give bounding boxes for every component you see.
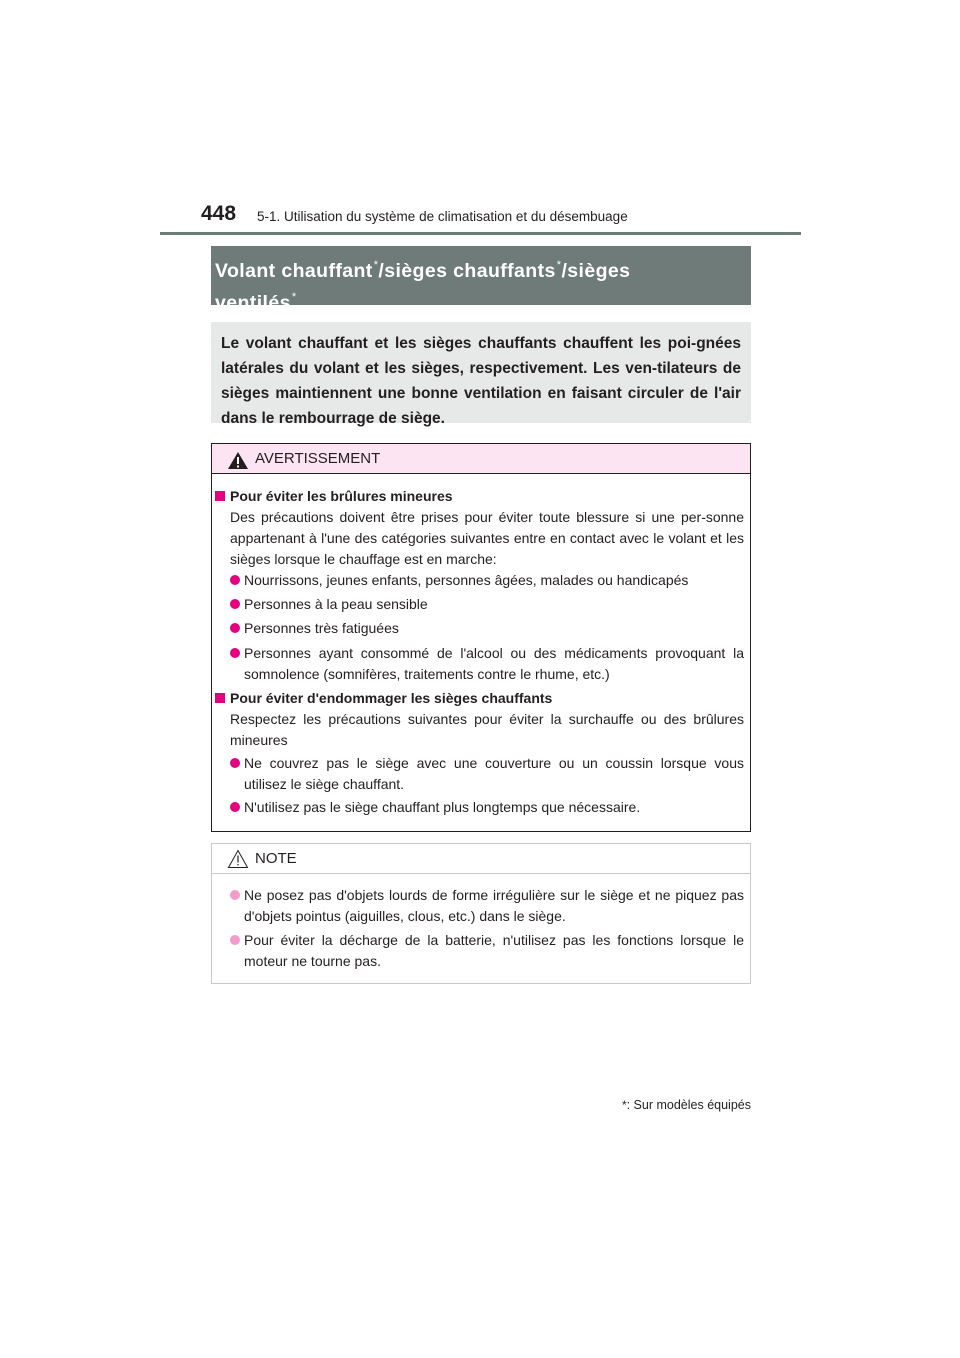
list-item-text: Personnes ayant consommé de l'alcool ou des médicaments provoquant la somnolence (somnifères, traitements contre le rhume, etc.) bbox=[244, 645, 744, 682]
note-box bbox=[211, 843, 751, 984]
page-title bbox=[211, 246, 751, 314]
section-title: 5-1. Utilisation du système de climatisation et du désembuage bbox=[257, 209, 628, 224]
intro-summary: Le volant chauffant et les sièges chauffants chauffent les poi-gnées latérales du volant et les sièges, respectivement. Les ven-tilateurs de sièges maintiennent une bonne ventilation en faisant circuler de l'air dans le rembourrage de siège. bbox=[211, 322, 751, 423]
page-number: 448 bbox=[201, 202, 237, 225]
circle-bullet-icon bbox=[230, 802, 240, 812]
list-item bbox=[230, 643, 744, 685]
circle-bullet-icon bbox=[230, 758, 240, 768]
footnote-text: : Sur modèles équipés bbox=[626, 1098, 751, 1112]
warning-box bbox=[211, 443, 751, 832]
circle-bullet-icon bbox=[230, 623, 240, 633]
list-item-text: Personnes très fatiguées bbox=[244, 620, 399, 636]
list-item bbox=[230, 594, 744, 615]
list-item bbox=[230, 797, 744, 818]
warning-heading-2 bbox=[215, 688, 552, 709]
circle-bullet-icon bbox=[230, 599, 240, 609]
asterisk-mark: * bbox=[291, 291, 297, 303]
warning-header bbox=[212, 444, 750, 474]
list-item bbox=[230, 570, 744, 591]
title-part-2: /sièges chauffants bbox=[378, 260, 556, 282]
note-header bbox=[212, 844, 750, 874]
circle-bullet-icon bbox=[230, 890, 240, 900]
title-part-3: /sièges bbox=[561, 260, 631, 282]
warning-label: AVERTISSEMENT bbox=[255, 450, 381, 467]
heading-text: Pour éviter d'endommager les sièges chauffants bbox=[230, 690, 553, 706]
list-item-text: Ne posez pas d'objets lourds de forme irrégulière sur le siège et ne piquez pas d'objets pointus (aiguilles, clous, etc.) dans le siège. bbox=[244, 887, 744, 924]
title-part-1: Volant chauffant bbox=[215, 260, 373, 282]
caution-triangle-icon bbox=[227, 849, 249, 869]
list-item-text: Pour éviter la décharge de la batterie, n'utilisez pas les fonctions lorsque le moteur ne tourne pas. bbox=[244, 932, 744, 969]
warning-text-1: Des précautions doivent être prises pour éviter toute blessure si une per-sonne appartenant à l'une des catégories suivantes entre en contact avec le volant et les sièges lorsque le chauffage est en marche: bbox=[230, 509, 744, 567]
circle-bullet-icon bbox=[230, 575, 240, 585]
list-item-text: Ne couvrez pas le siège avec une couverture ou un coussin lorsque vous utilisez le siège chauffant. bbox=[244, 755, 744, 792]
list-item bbox=[230, 753, 744, 795]
circle-bullet-icon bbox=[230, 648, 240, 658]
square-bullet-icon bbox=[215, 693, 225, 703]
header-rule bbox=[160, 232, 801, 235]
title-part-4: ventilés bbox=[215, 292, 291, 314]
heading-text: Pour éviter les brûlures mineures bbox=[230, 488, 453, 504]
warning-text-2: Respectez les précautions suivantes pour éviter la surchauffe ou des brûlures mineures bbox=[230, 711, 744, 748]
list-item-text: N'utilisez pas le siège chauffant plus longtemps que nécessaire. bbox=[244, 799, 641, 815]
note-label: NOTE bbox=[255, 850, 297, 867]
list-item bbox=[230, 618, 744, 639]
list-item-text: Nourrissons, jeunes enfants, personnes âgées, malades ou handicapés bbox=[244, 572, 689, 588]
warning-triangle-icon bbox=[227, 451, 249, 470]
list-item-text: Personnes à la peau sensible bbox=[244, 596, 428, 612]
asterisk-mark: * bbox=[621, 1098, 627, 1112]
warning-heading-1 bbox=[215, 486, 453, 507]
asterisk-mark: * bbox=[373, 259, 379, 271]
list-item bbox=[230, 885, 744, 927]
page-header bbox=[160, 202, 801, 234]
square-bullet-icon bbox=[215, 491, 225, 501]
list-item bbox=[230, 930, 744, 972]
circle-bullet-icon bbox=[230, 935, 240, 945]
footnote bbox=[595, 1098, 751, 1112]
asterisk-mark: * bbox=[556, 259, 562, 271]
